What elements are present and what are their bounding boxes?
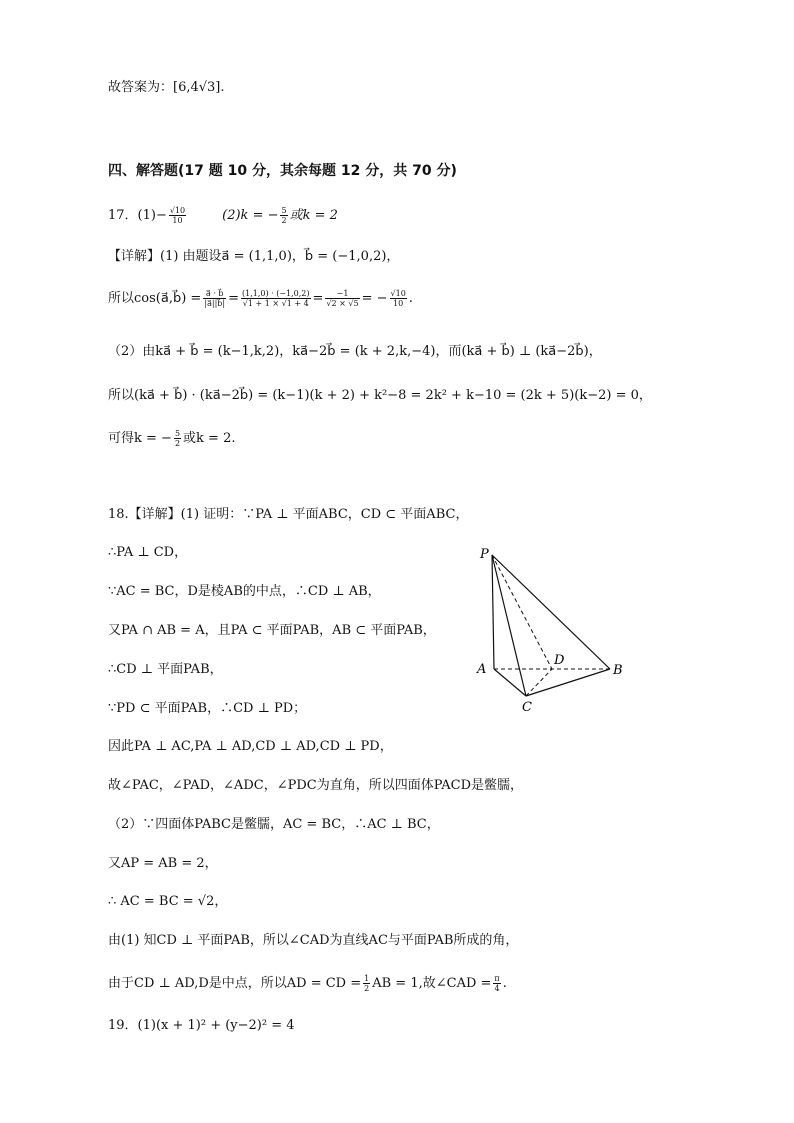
- q18-line5: ∴CD ⊥ 平面PAB，: [108, 662, 223, 677]
- q18-line1: 18.【详解】(1) 证明：∵PA ⊥ 平面ABC，CD ⊂ 平面ABC，: [108, 507, 469, 522]
- previous-answer: 故答案为：[6,4√3].: [108, 80, 225, 95]
- q18-line10: 又AP = AB = 2，: [108, 856, 218, 871]
- q17-k-fraction: $\frac{5}{2}$: [174, 429, 181, 448]
- q17-cos-fraction: $\frac{a⃗ \cdot b⃗}{|a⃗||b⃗|}$: [204, 289, 226, 308]
- q17-part2-fraction: $\frac{5}{2}$: [281, 206, 287, 225]
- q17-detail-line4: 所以(ka⃗ + b⃗) · (ka⃗−2b⃗) = (k−1)(k + 2) + k²−8 = 2k² + k−10 = (2k + 5)(k−2) = 0，: [108, 388, 652, 403]
- edge-PB: [492, 555, 610, 669]
- q18-line12: 由(1) 知CD ⊥ 平面PAB，所以∠CAD为直线AC与平面PAB所成的角，: [108, 933, 519, 948]
- q18-line7: 因此PA ⊥ AC,PA ⊥ AD,CD ⊥ AD,CD ⊥ PD，: [108, 739, 393, 754]
- edge-CB: [526, 669, 610, 696]
- q17-part2-prefix: (2)k = −: [222, 208, 279, 223]
- q17-part2-suffix: 或k = 2: [289, 208, 338, 223]
- q18-line6: ∵PD ⊂ 平面PAB，∴CD ⊥ PD；: [108, 701, 307, 716]
- tetrahedron-figure: [470, 540, 630, 720]
- q17-detail-line1: 【详解】(1) 由题设a⃗ = (1,1,0)，b⃗ = (−1,0,2)，: [108, 249, 400, 264]
- q17-detail-line2: 所以cos(a⃗,b⃗) = $\frac{a⃗ \cdot b⃗}{|a⃗||b⃗|}$ = $\frac{(1,1,0) \cdot (-1,0,2)}{√1 + 1 \times √1 + 4}$ = $\frac{-1}{√2 \times √5}$ = − $\frac{√10}{10}$ .: [108, 289, 413, 308]
- label-A: A: [477, 662, 487, 677]
- q17-cos-fraction-3: $\frac{-1}{√2 \times √5}$: [326, 289, 359, 308]
- label-B: B: [613, 663, 623, 678]
- q18-pi-fraction: $\frac{\pi}{4}$: [494, 974, 500, 993]
- q19-answer-line: 19．(1)(x + 1)² + (y−2)² = 4: [108, 1018, 295, 1033]
- q17-cos-fraction-4: $\frac{√10}{10}$: [390, 289, 406, 308]
- label-D: D: [554, 653, 565, 668]
- q18-line8: 故∠PAC，∠PAD，∠ADC，∠PDC为直角，所以四面体PACD是鳖臑，: [108, 778, 524, 793]
- q17-part1-prefix: 17．(1)−: [108, 208, 167, 223]
- q18-line3: ∵AC = BC，D是棱AB的中点，∴CD ⊥ AB，: [108, 584, 381, 599]
- q18-line2: ∴PA ⊥ CD，: [108, 545, 188, 560]
- q17-part1-fraction: $\frac{√10}{10}$: [169, 206, 186, 225]
- q17-detail-line3: （2）由ka⃗ + b⃗ = (k−1,k,2)，ka⃗−2b⃗ = (k + 2,k,−4)，而(ka⃗ + b⃗) ⊥ (ka⃗−2b⃗)，: [108, 344, 602, 359]
- q18-line11: ∴ AC = BC = √2，: [108, 894, 228, 909]
- edge-PA: [492, 555, 494, 669]
- q17-cos-fraction-2: $\frac{(1,1,0) \cdot (-1,0,2)}{√1 + 1 \times √1 + 4}$: [241, 289, 310, 308]
- q18-half-fraction: $\frac{1}{2}$: [364, 974, 370, 993]
- q18-line13: 由于CD ⊥ AD,D是中点，所以AD = CD = $\frac{1}{2}$ AB = 1,故∠CAD = $\frac{\pi}{4}$ .: [108, 974, 507, 993]
- section-title: 四、解答题(17 题 10 分，其余每题 12 分，共 70 分): [108, 163, 457, 179]
- label-P: P: [480, 547, 489, 562]
- edge-PD: [492, 555, 552, 669]
- q17-detail-line5: 可得k = − $\frac{5}{2}$ 或k = 2.: [108, 429, 236, 448]
- q18-line4: 又PA ∩ AB = A，且PA ⊂ 平面PAB，AB ⊂ 平面PAB，: [108, 623, 436, 638]
- q17-answer-line: [108, 206, 338, 225]
- label-C: C: [522, 700, 532, 715]
- edge-AC: [494, 669, 526, 696]
- edge-PC: [492, 555, 526, 696]
- q18-line9: （2）∵四面体PABC是鳖臑，AC = BC，∴AC ⊥ BC，: [108, 817, 440, 832]
